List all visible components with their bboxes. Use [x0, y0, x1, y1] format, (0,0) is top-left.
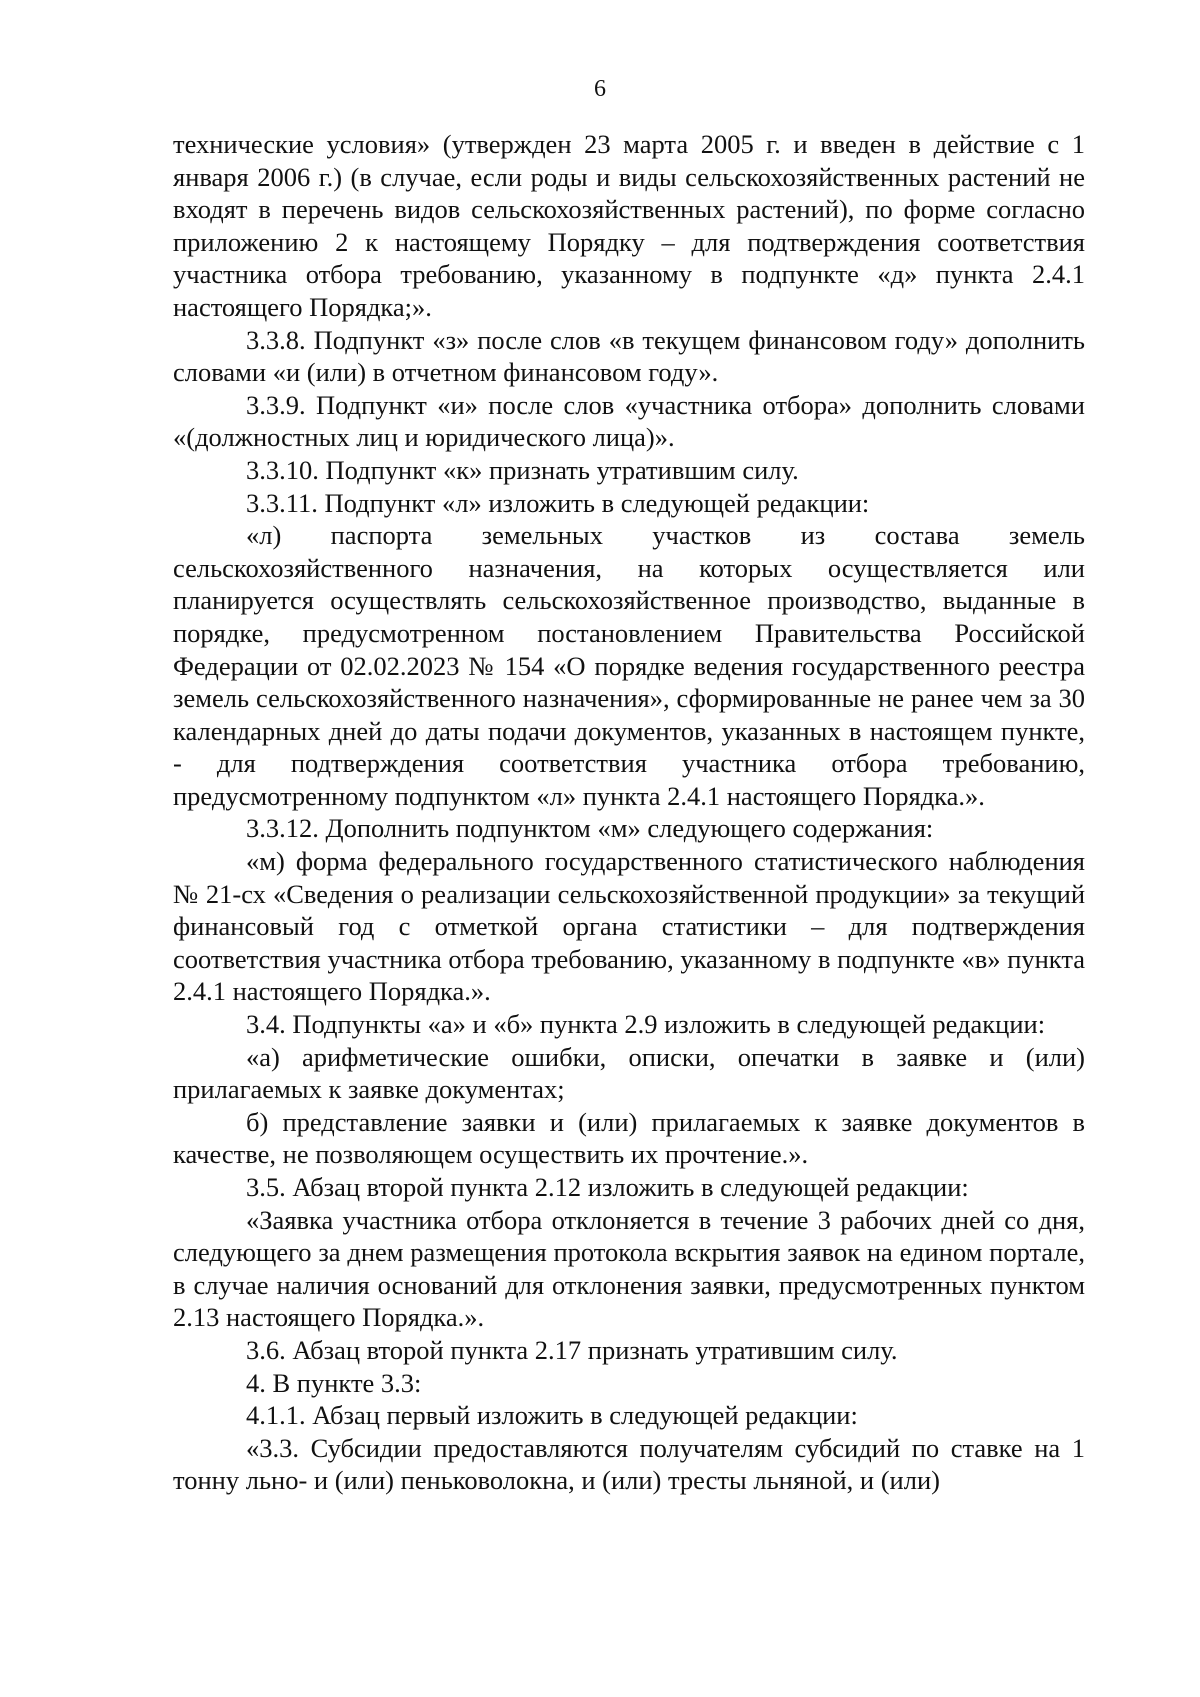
paragraph-continuation: технические условия» (утвержден 23 марта 2005 г. и введен в действие с 1 января 2006 г.) (в случае, если роды и виды сельскохозяйственных растений не входят в перечень видов сельскохозяйственных растений), по форме согласно приложению 2 к настоящему Порядку – для подтверждения соответствия участника отбора требованию, указанному в подпункте «д» пункта 2.4.1 настоящего Порядка;». — [173, 129, 1085, 322]
paragraph-3-3-subsidies: «3.3. Субсидии предоставляются получателям субсидий по ставке на 1 тонну льно- и (или) пеньковолокна, и (или) тресты льняной, и (или) — [173, 1432, 1085, 1496]
paragraph-subitem-m: «м) форма федерального государственного статистического наблюдения № 21-сх «Сведения о реализации сельскохозяйственной продукции» за текущий финансовый год с отметкой органа статистики – для подтверждения соответствия участника отбора требованию, указанному в подпункте «в» пункта 2.4.1 настоящего Порядка.». — [173, 846, 1085, 1007]
paragraph-3-3-11: 3.3.11. Подпункт «л» изложить в следующей редакции: — [246, 487, 870, 518]
paragraph-4-1-1: 4.1.1. Абзац первый изложить в следующей редакции: — [246, 1400, 858, 1431]
paragraph-subitem-a: «а) арифметические ошибки, описки, опечатки в заявке и (или) прилагаемых к заявке документах; — [173, 1041, 1085, 1105]
paragraph-3-3-9: 3.3.9. Подпункт «и» после слов «участника отбора» дополнить словами «(должностных лиц и юридического лица)». — [173, 389, 1085, 453]
paragraph-subitem-l: «л) паспорта земельных участков из состава земель сельскохозяйственного назначения, на которых осуществляется или планируется осуществлять сельскохозяйственное производство, выданные в порядке, предусмотренном постановлением Правительства Российской Федерации от 02.02.2023 № 154 «О порядке ведения государственного реестра земель сельскохозяйственного назначения», сформированные не ранее чем за 30 календарных дней до даты подачи документов, указанных в настоящем пункте, - для подтверждения соответствия участника отбора требованию, предусмотренному подпунктом «л» пункта 2.4.1 настоящего Порядка.». — [173, 520, 1085, 811]
paragraph-3-3-10: 3.3.10. Подпункт «к» признать утратившим силу. — [246, 454, 799, 485]
paragraph-3-4: 3.4. Подпункты «а» и «б» пункта 2.9 изложить в следующей редакции: — [246, 1009, 1046, 1040]
paragraph-3-3-8: 3.3.8. Подпункт «з» после слов «в текущем финансовом году» дополнить словами «и (или) в отчетном финансовом году». — [173, 324, 1085, 388]
paragraph-application-rejection: «Заявка участника отбора отклоняется в течение 3 рабочих дней со дня, следующего за днем размещения протокола вскрытия заявок на едином портале, в случае наличия оснований для отклонения заявки, предусмотренных пунктом 2.13 настоящего Порядка.». — [173, 1204, 1085, 1333]
paragraph-3-3-12: 3.3.12. Дополнить подпунктом «м» следующего содержания: — [246, 813, 934, 844]
paragraph-3-6: 3.6. Абзац второй пункта 2.17 признать утратившим силу. — [246, 1334, 898, 1365]
page-number: 6 — [594, 76, 606, 102]
document-body — [173, 128, 1085, 1497]
paragraph-4: 4. В пункте 3.3: — [246, 1367, 422, 1398]
paragraph-3-5: 3.5. Абзац второй пункта 2.12 изложить в следующей редакции: — [246, 1172, 969, 1202]
paragraph-subitem-b: б) представление заявки и (или) прилагаемых к заявке документов в качестве, не позволяющем осуществить их прочтение.». — [173, 1106, 1085, 1170]
